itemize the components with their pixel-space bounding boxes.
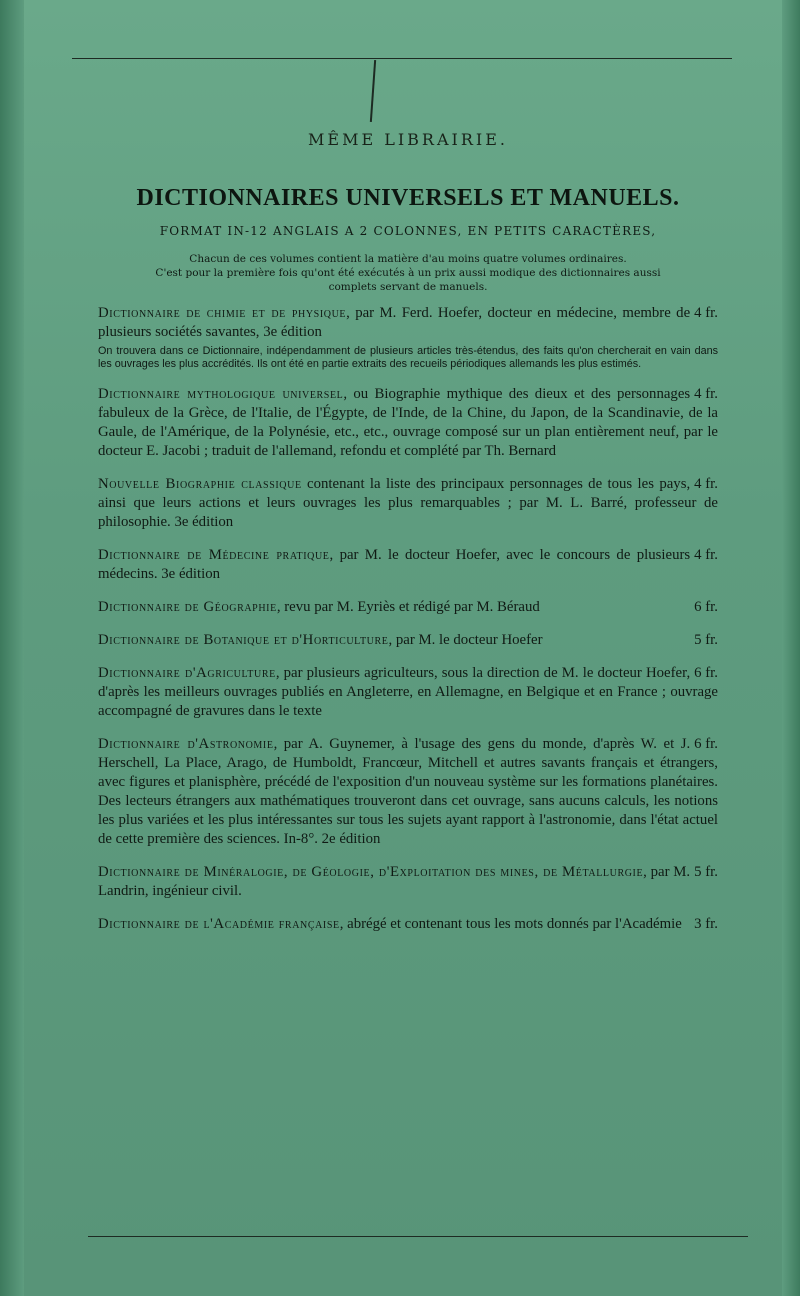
entry-title: Dictionnaire mythologique universel xyxy=(98,386,344,402)
catalogue-entry-medecine xyxy=(98,546,718,584)
entry-text: , revu par M. Eyriès et rédigé par M. Béraud xyxy=(276,599,540,615)
entry-note: On trouvera dans ce Dictionnaire, indépendamment de plusieurs articles très-étendus, des faits qu'on chercherait en vain dans les ouvrages les plus accrédités. Ils ont été en partie extraits des recueils périodiques allemands les plus estimés. xyxy=(98,345,718,370)
entry-text: , par M. le docteur Hoefer, avec le concours de plusieurs médecins. 3e édition xyxy=(98,547,691,582)
entry-title: Dictionnaire de chimie et de physique xyxy=(98,305,347,321)
entry-text: , abrégé et contenant tous les mots donnés par l'Académie xyxy=(339,916,682,932)
catalogue-page xyxy=(98,130,718,948)
entry-title: Dictionnaire d'Astronomie xyxy=(98,736,274,752)
intro-note-line: C'est pour la première fois qu'ont été exécutés à un prix aussi modique des dictionnaires aussi xyxy=(155,267,661,279)
intro-note xyxy=(98,252,718,294)
entry-price: 6 fr. xyxy=(694,665,718,681)
intro-note-line: Chacun de ces volumes contient la matière d'au moins quatre volumes ordinaires. xyxy=(189,253,627,265)
intro-note-line: complets servant de manuels. xyxy=(328,281,488,293)
page-edge-left xyxy=(0,0,24,1296)
catalogue-entry-agriculture xyxy=(98,664,718,721)
entry-title: Dictionnaire de Géographie xyxy=(98,599,277,615)
entry-text: contenant la liste des principaux personnages de tous les pays, ainsi que leurs actions et leurs ouvrages les plus remarquables ; par M. L. Barré, professeur de philosophie. 3e édition xyxy=(98,476,718,530)
publisher-line: MÊME LIBRAIRIE. xyxy=(308,130,508,149)
entry-price: 4 fr. xyxy=(694,386,718,402)
catalogue-entry-geographie xyxy=(98,598,718,617)
top-rule xyxy=(72,58,732,59)
entry-text: , par M. le docteur Hoefer xyxy=(388,632,543,648)
entry-title: Dictionnaire de l'Académie française xyxy=(98,916,340,932)
entry-price: 4 fr. xyxy=(694,305,718,321)
catalogue-entry-astronomie xyxy=(98,735,718,849)
page-edge-right xyxy=(782,0,800,1296)
catalogue-entry-chimie xyxy=(98,304,718,371)
entry-title: Dictionnaire de Botanique et d'Horticulture xyxy=(98,632,389,648)
entry-price: 4 fr. xyxy=(694,476,718,492)
entry-text: , par A. Guynemer, à l'usage des gens du monde, d'après W. et J. Herschell, La Place, Arago, de Humboldt, Francœur, Mitchell et autres savants français et étrangers, avec figures et planisphère, précédé de l'exposition d'un nouveau système sur les formations planétaires. Des lecteurs étrangers aux mathématiques trouveront dans cet ouvrage, sans aucuns calculs, les notions les plus variées et les plus intéressantes sur tous les sujets ayant rapport à l'astronomie, dans l'état actuel de cette première des sciences. In-8°. 2e édition xyxy=(98,736,718,847)
entry-text: , par M. Ferd. Hoefer, docteur en médecine, membre de plusieurs sociétés savantes, 3e édition xyxy=(98,305,691,340)
entry-price: 6 fr. xyxy=(694,736,718,752)
catalogue-entry-botanique xyxy=(98,631,718,650)
entry-title: Nouvelle Biographie classique xyxy=(98,476,302,492)
entry-price: 5 fr. xyxy=(694,864,718,880)
catalogue-entry-academie xyxy=(98,915,718,934)
catalogue-entry-mineralogie xyxy=(98,863,718,901)
entry-text: , par plusieurs agriculteurs, sous la direction de M. le docteur Hoefer, d'après les meilleurs ouvrages publiés en Angleterre, en Allemagne, en Belgique et en France ; ouvrage accompagné de gravures dans le texte xyxy=(98,665,718,719)
entry-title: Dictionnaire de Médecine pratique xyxy=(98,547,330,563)
format-line: FORMAT IN-12 ANGLAIS A 2 COLONNES, EN PETITS CARACTÈRES, xyxy=(159,224,657,238)
entry-text: , ou Biographie mythique des dieux et des personnages fabuleux de la Grèce, de l'Italie, de l'Égypte, de l'Inde, de la Chine, du Japon, de la Scandinavie, de la Gaule, de l'Amérique, de la Polynésie, etc., etc., ouvrage composé sur un plan entièrement neuf, par le docteur E. Jacobi ; traduit de l'allemand, refondu et complété par Th. Bernard xyxy=(98,386,718,459)
entry-price: 4 fr. xyxy=(694,547,718,563)
entry-title: Dictionnaire de Minéralogie, de Géologie, d'Exploitation des mines, de Métallurgie xyxy=(98,864,644,880)
page-title: DICTIONNAIRES UNIVERSELS ET MANUELS. xyxy=(136,185,680,211)
catalogue-entry-biographie xyxy=(98,475,718,532)
entry-price: 3 fr. xyxy=(694,916,718,932)
bottom-rule xyxy=(88,1236,748,1237)
entry-title: Dictionnaire d'Agriculture xyxy=(98,665,276,681)
entry-price: 6 fr. xyxy=(694,599,718,615)
entry-text: , par M. Landrin, ingénieur civil. xyxy=(98,864,691,899)
entry-price: 5 fr. xyxy=(694,632,718,648)
catalogue-entry-mythologique xyxy=(98,385,718,461)
